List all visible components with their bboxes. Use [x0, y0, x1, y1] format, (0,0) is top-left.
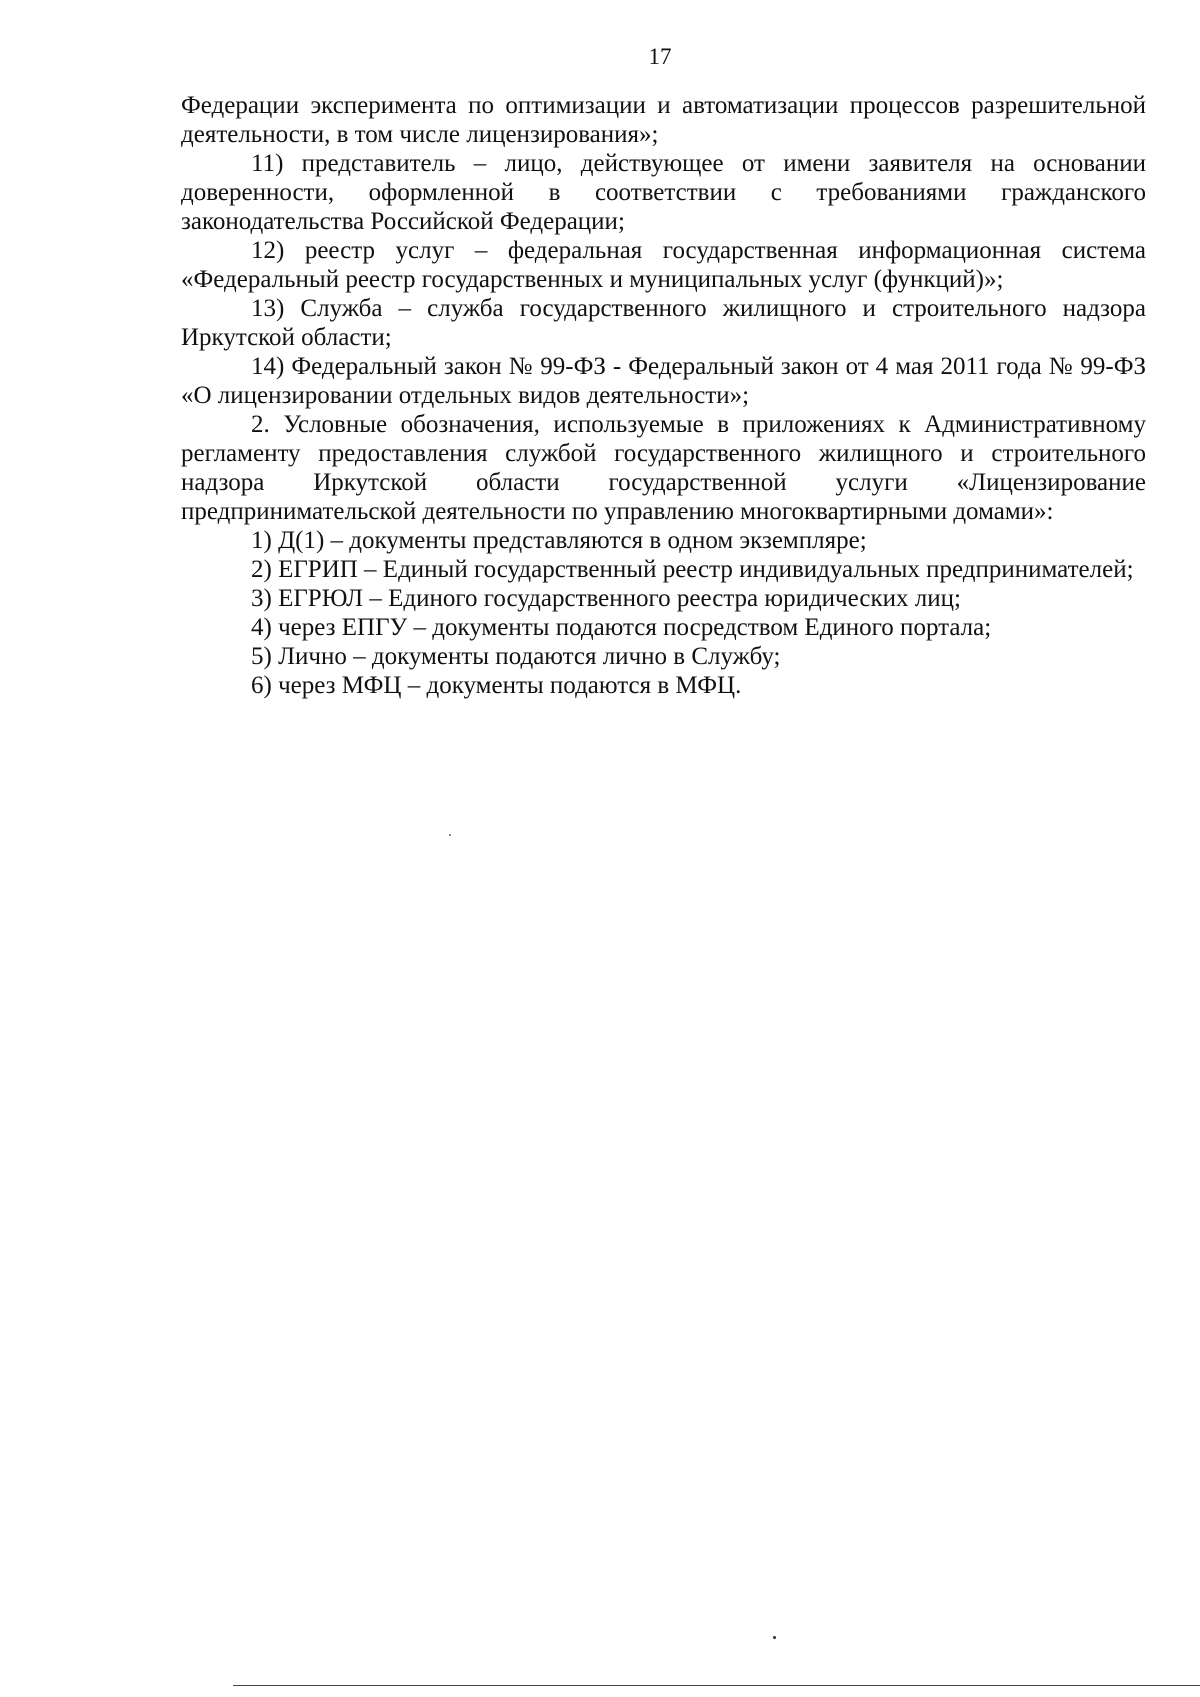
- paragraph-item-13-service: 13) Служба – служба государственного жилищного и строительного надзора Иркутской области;: [181, 295, 1146, 351]
- paragraph-symbol-6: 6) через МФЦ – документы подаются в МФЦ.: [251, 672, 742, 699]
- paragraph-section-2-symbols: 2. Условные обозначения, используемые в приложениях к Административному регламенту предоставления службой государственного жилищного и строительного надзора Иркутской области государственной услуги «Лицензирование предпринимательской деятельности по управлению многоквартирными домами»:: [181, 411, 1146, 525]
- bottom-scan-line: [233, 1685, 1200, 1686]
- paragraph-symbol-1: 1) Д(1) – документы представляются в одном экземпляре;: [251, 527, 867, 554]
- paragraph-symbol-2: 2) ЕГРИП – Единый государственный реестр индивидуальных предпринимателей;: [251, 556, 1134, 583]
- paragraph-item-12-services-registry: 12) реестр услуг – федеральная государственная информационная система «Федеральный реестр государственных и муниципальных услуг (функций)»;: [181, 237, 1146, 293]
- paragraph-item-14-federal-law: 14) Федеральный закон № 99-ФЗ - Федеральный закон от 4 мая 2011 года № 99-ФЗ «О лицензировании отдельных видов деятельности»;: [181, 353, 1146, 409]
- scan-speck: [449, 834, 451, 836]
- paragraph-item-11-representative: 11) представитель – лицо, действующее от имени заявителя на основании доверенности, оформленной в соответствии с требованиями гражданского законодательства Российской Федерации;: [181, 150, 1146, 235]
- page-number: 17: [648, 44, 672, 69]
- scan-dot: [773, 1636, 776, 1639]
- paragraph-symbol-5: 5) Лично – документы подаются лично в Службу;: [251, 643, 781, 670]
- document-body: [181, 91, 1146, 700]
- paragraph-federation-experiment: Федерации эксперимента по оптимизации и автоматизации процессов разрешительной деятельности, в том числе лицензирования»;: [181, 92, 1146, 148]
- paragraph-symbol-4: 4) через ЕПГУ – документы подаются посредством Единого портала;: [251, 614, 992, 641]
- paragraph-symbol-3: 3) ЕГРЮЛ – Единого государственного реестра юридических лиц;: [251, 585, 961, 612]
